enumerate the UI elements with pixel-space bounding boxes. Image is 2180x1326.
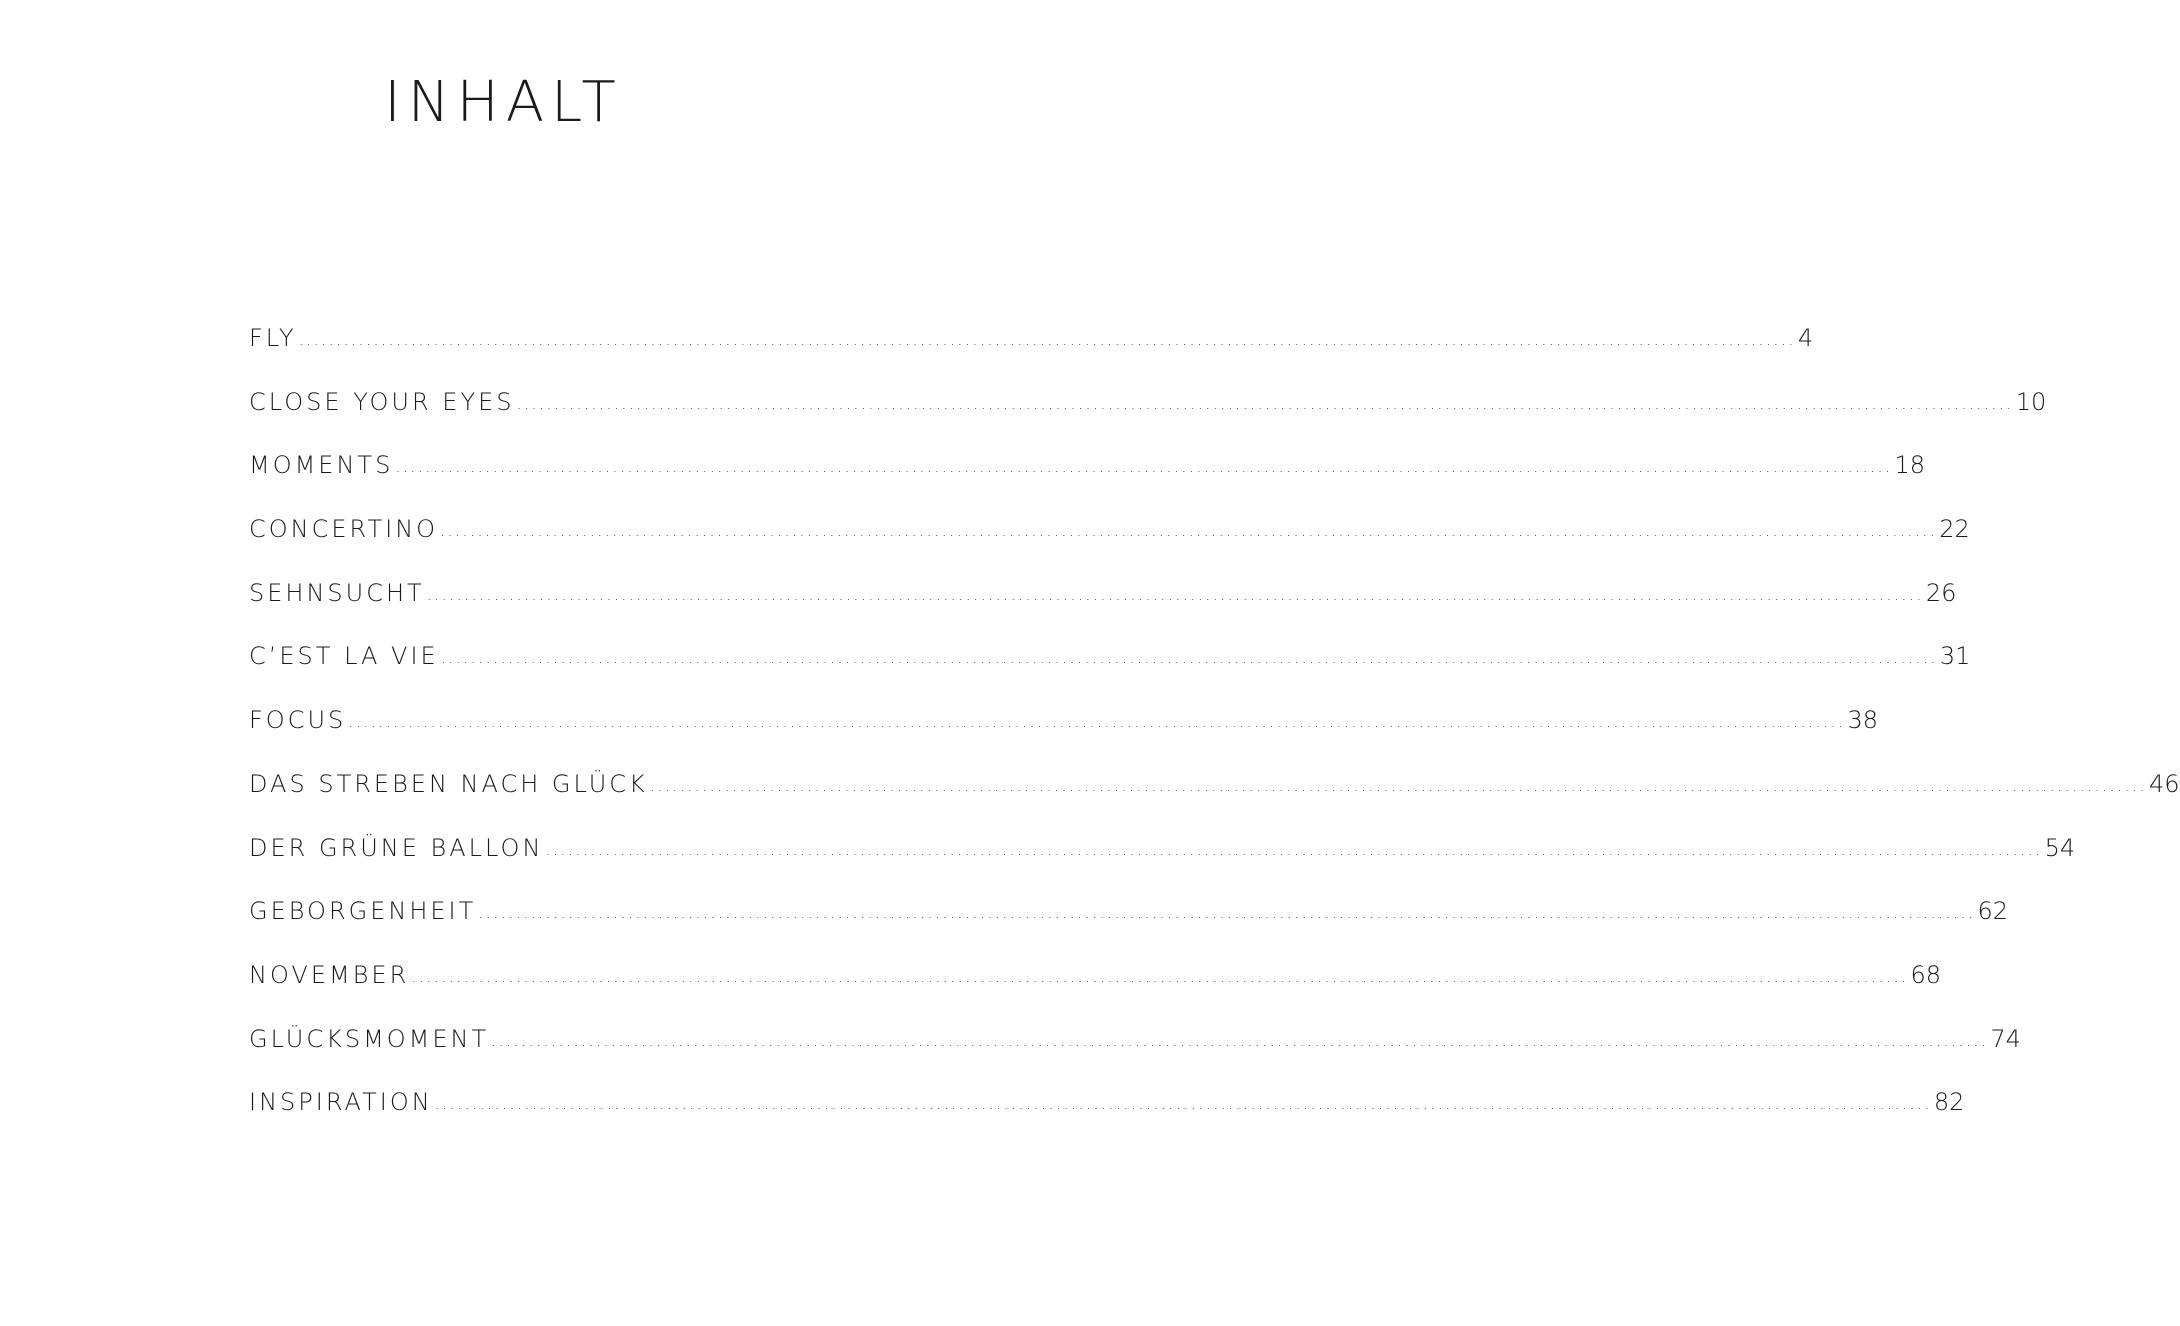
toc-entry-page: 26 bbox=[1925, 578, 1957, 607]
page-title: INHALT bbox=[384, 70, 623, 135]
toc-entry-title: CONCERTINO bbox=[249, 515, 439, 544]
toc-entry-title: C’EST LA VIE bbox=[249, 642, 439, 671]
toc-entry-title: NOVEMBER bbox=[249, 960, 410, 989]
toc-entry-geborgenheit[interactable] bbox=[249, 891, 2009, 955]
toc-leader-dots: ........................................................................................................................................................................................................ bbox=[478, 903, 1976, 923]
toc-entry-title: SEHNSUCHT bbox=[249, 578, 425, 607]
toc-leader-dots: ........................................................................................................................................................................................................ bbox=[395, 457, 1893, 477]
toc-entry-page: 62 bbox=[1977, 897, 2009, 926]
toc-entry-page: 22 bbox=[1939, 515, 1970, 544]
toc-leader-dots: ........................................................................................................................................................................................................ bbox=[516, 393, 2014, 413]
toc-leader-dots: ........................................................................................................................................................................................................ bbox=[491, 1030, 1989, 1050]
toc-entry-sehnsucht[interactable] bbox=[249, 573, 1957, 637]
toc-entry-page: 82 bbox=[1933, 1088, 1965, 1117]
toc-entry-fly[interactable] bbox=[249, 318, 1814, 382]
toc-entry-focus[interactable] bbox=[249, 700, 1878, 764]
toc-entry-der-gruene-ballon[interactable] bbox=[249, 828, 2076, 892]
toc-entry-gluecksmoment[interactable] bbox=[249, 1019, 2021, 1083]
toc-entry-title: DER GRÜNE BALLON bbox=[249, 833, 544, 862]
toc-entry-title: INSPIRATION bbox=[249, 1088, 433, 1117]
toc-entry-title: GLÜCKSMOMENT bbox=[249, 1024, 490, 1053]
toc-entry-page: 46 bbox=[2148, 769, 2180, 798]
toc-leader-dots: ........................................................................................................................................................................................................ bbox=[411, 966, 1909, 986]
toc-leader-dots: ........................................................................................................................................................................................................ bbox=[649, 775, 2147, 795]
toc-entry-title: FLY bbox=[249, 324, 297, 352]
toc-entry-cest-la-vie[interactable] bbox=[249, 636, 1971, 700]
toc-entry-page: 38 bbox=[1847, 706, 1878, 735]
toc-entry-page: 18 bbox=[1894, 451, 1926, 480]
toc-entry-close-your-eyes[interactable] bbox=[249, 382, 2047, 446]
toc-entry-title: FOCUS bbox=[249, 706, 347, 735]
toc-leader-dots: ........................................................................................................................................................................................................ bbox=[440, 521, 1938, 541]
toc-leader-dots: ........................................................................................................................................................................................................ bbox=[434, 1094, 1932, 1114]
toc-leader-dots: ........................................................................................................................................................................................................ bbox=[298, 330, 1796, 349]
toc-entry-inspiration[interactable] bbox=[249, 1082, 1965, 1146]
toc-entry-page: 54 bbox=[2044, 833, 2076, 862]
toc-entry-moments[interactable] bbox=[249, 445, 1926, 509]
toc-entry-title: DAS STREBEN NACH GLÜCK bbox=[249, 769, 648, 798]
toc-entry-title: CLOSE YOUR EYES bbox=[249, 387, 515, 416]
toc-entry-title: GEBORGENHEIT bbox=[249, 897, 477, 926]
toc-entry-page: 31 bbox=[1939, 642, 1971, 671]
toc-leader-dots: ........................................................................................................................................................................................................ bbox=[426, 584, 1924, 604]
table-of-contents bbox=[249, 318, 2180, 1146]
toc-leader-dots: ........................................................................................................................................................................................................ bbox=[545, 839, 2043, 859]
toc-entry-page: 68 bbox=[1910, 960, 1941, 989]
toc-entry-concertino[interactable] bbox=[249, 509, 1970, 573]
toc-entry-page: 4 bbox=[1797, 324, 1814, 352]
toc-leader-dots: ........................................................................................................................................................................................................ bbox=[348, 712, 1846, 732]
toc-entry-page: 10 bbox=[2015, 387, 2047, 416]
toc-leader-dots: ........................................................................................................................................................................................................ bbox=[440, 648, 1938, 668]
toc-entry-november[interactable] bbox=[249, 955, 1941, 1019]
toc-entry-page: 74 bbox=[1990, 1024, 2021, 1053]
toc-entry-das-streben-nach-glueck[interactable] bbox=[249, 764, 2180, 828]
toc-entry-title: MOMENTS bbox=[249, 451, 394, 480]
